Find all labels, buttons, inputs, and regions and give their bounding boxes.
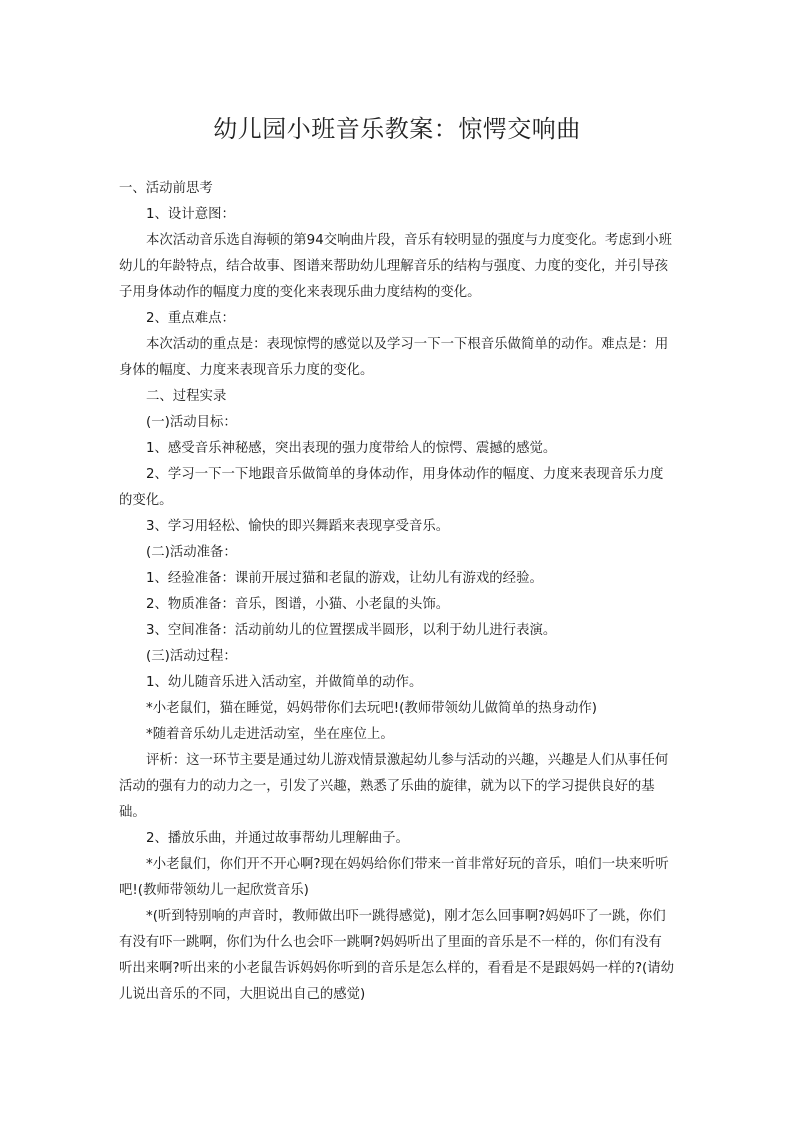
paragraph: 2、学习一下一下地跟音乐做简单的身体动作，用身体动作的幅度、力度来表现音乐力度的变化。 xyxy=(119,467,664,508)
paragraph: 1、经验准备：课前开展过猫和老鼠的游戏，让幼儿有游戏的经验。 xyxy=(146,571,543,586)
paragraph: (一)活动目标： xyxy=(146,415,237,430)
paragraph: *(听到特别响的声音时，教师做出吓一跳得感觉)，刚才怎么回事啊?妈妈吓了一跳，你们有没有吓一跳啊，你们为什么也会吓一跳啊?妈妈听出了里面的音乐是不一样的，你们有没有听出来啊?听出来的小老鼠告诉妈妈你听到的音乐是怎么样的，看看是不是跟妈妈一样的?(请幼儿说出音乐的不同，大胆说出自己的感觉) xyxy=(119,909,675,1002)
paragraph: (三)活动过程： xyxy=(146,649,237,664)
paragraph: 2、重点难点： xyxy=(146,311,235,326)
paragraph: 1、感受音乐神秘感，突出表现的强力度带给人的惊愕、震撼的感觉。 xyxy=(146,441,557,456)
paragraph: 2、物质准备：音乐，图谱，小猫、小老鼠的头饰。 xyxy=(146,597,450,612)
paragraph: 1、设计意图： xyxy=(146,207,235,222)
paragraph: *小老鼠们，你们开不开心啊?现在妈妈给你们带来一首非常好玩的音乐，咱们一块来听听吧!(教师带领幼儿一起欣赏音乐) xyxy=(119,857,669,898)
paragraph: 3、学习用轻松、愉快的即兴舞蹈来表现享受音乐。 xyxy=(146,519,450,534)
document-title: 幼儿园小班音乐教案：惊愕交响曲 xyxy=(213,115,581,143)
paragraph: 本次活动的重点是：表现惊愕的感觉以及学习一下一下根音乐做简单的动作。难点是：用身体的幅度、力度来表现音乐力度的变化。 xyxy=(119,337,669,378)
paragraph: *小老鼠们，猫在睡觉，妈妈带你们去玩吧!(教师带领幼儿做简单的热身动作) xyxy=(146,701,598,716)
paragraph: 一、活动前思考 xyxy=(119,181,213,196)
paragraph: (二)活动准备： xyxy=(146,545,237,560)
document-body xyxy=(119,176,675,1008)
paragraph: 二、过程实录 xyxy=(146,389,227,404)
paragraph: 1、幼儿随音乐进入活动室，并做简单的动作。 xyxy=(146,675,423,690)
paragraph: 本次活动音乐选自海顿的第94交响曲片段，音乐有较明显的强度与力度变化。考虑到小班幼儿的年龄特点，结合故事、图谱来帮助幼儿理解音乐的结构与强度、力度的变化，并引导孩子用身体动作的幅度力度的变化来表现乐曲力度结构的变化。 xyxy=(119,233,672,300)
paragraph: 评析：这一环节主要是通过幼儿游戏情景激起幼儿参与活动的兴趣，兴趣是人们从事任何活动的强有力的动力之一，引发了兴趣，熟悉了乐曲的旋律，就为以下的学习提供良好的基础。 xyxy=(119,753,669,820)
paragraph: 2、播放乐曲，并通过故事帮幼儿理解曲子。 xyxy=(146,831,409,846)
paragraph: 3、空间准备：活动前幼儿的位置摆成半圆形，以利于幼儿进行表演。 xyxy=(146,623,557,638)
paragraph: *随着音乐幼儿走进活动室，坐在座位上。 xyxy=(146,727,394,742)
